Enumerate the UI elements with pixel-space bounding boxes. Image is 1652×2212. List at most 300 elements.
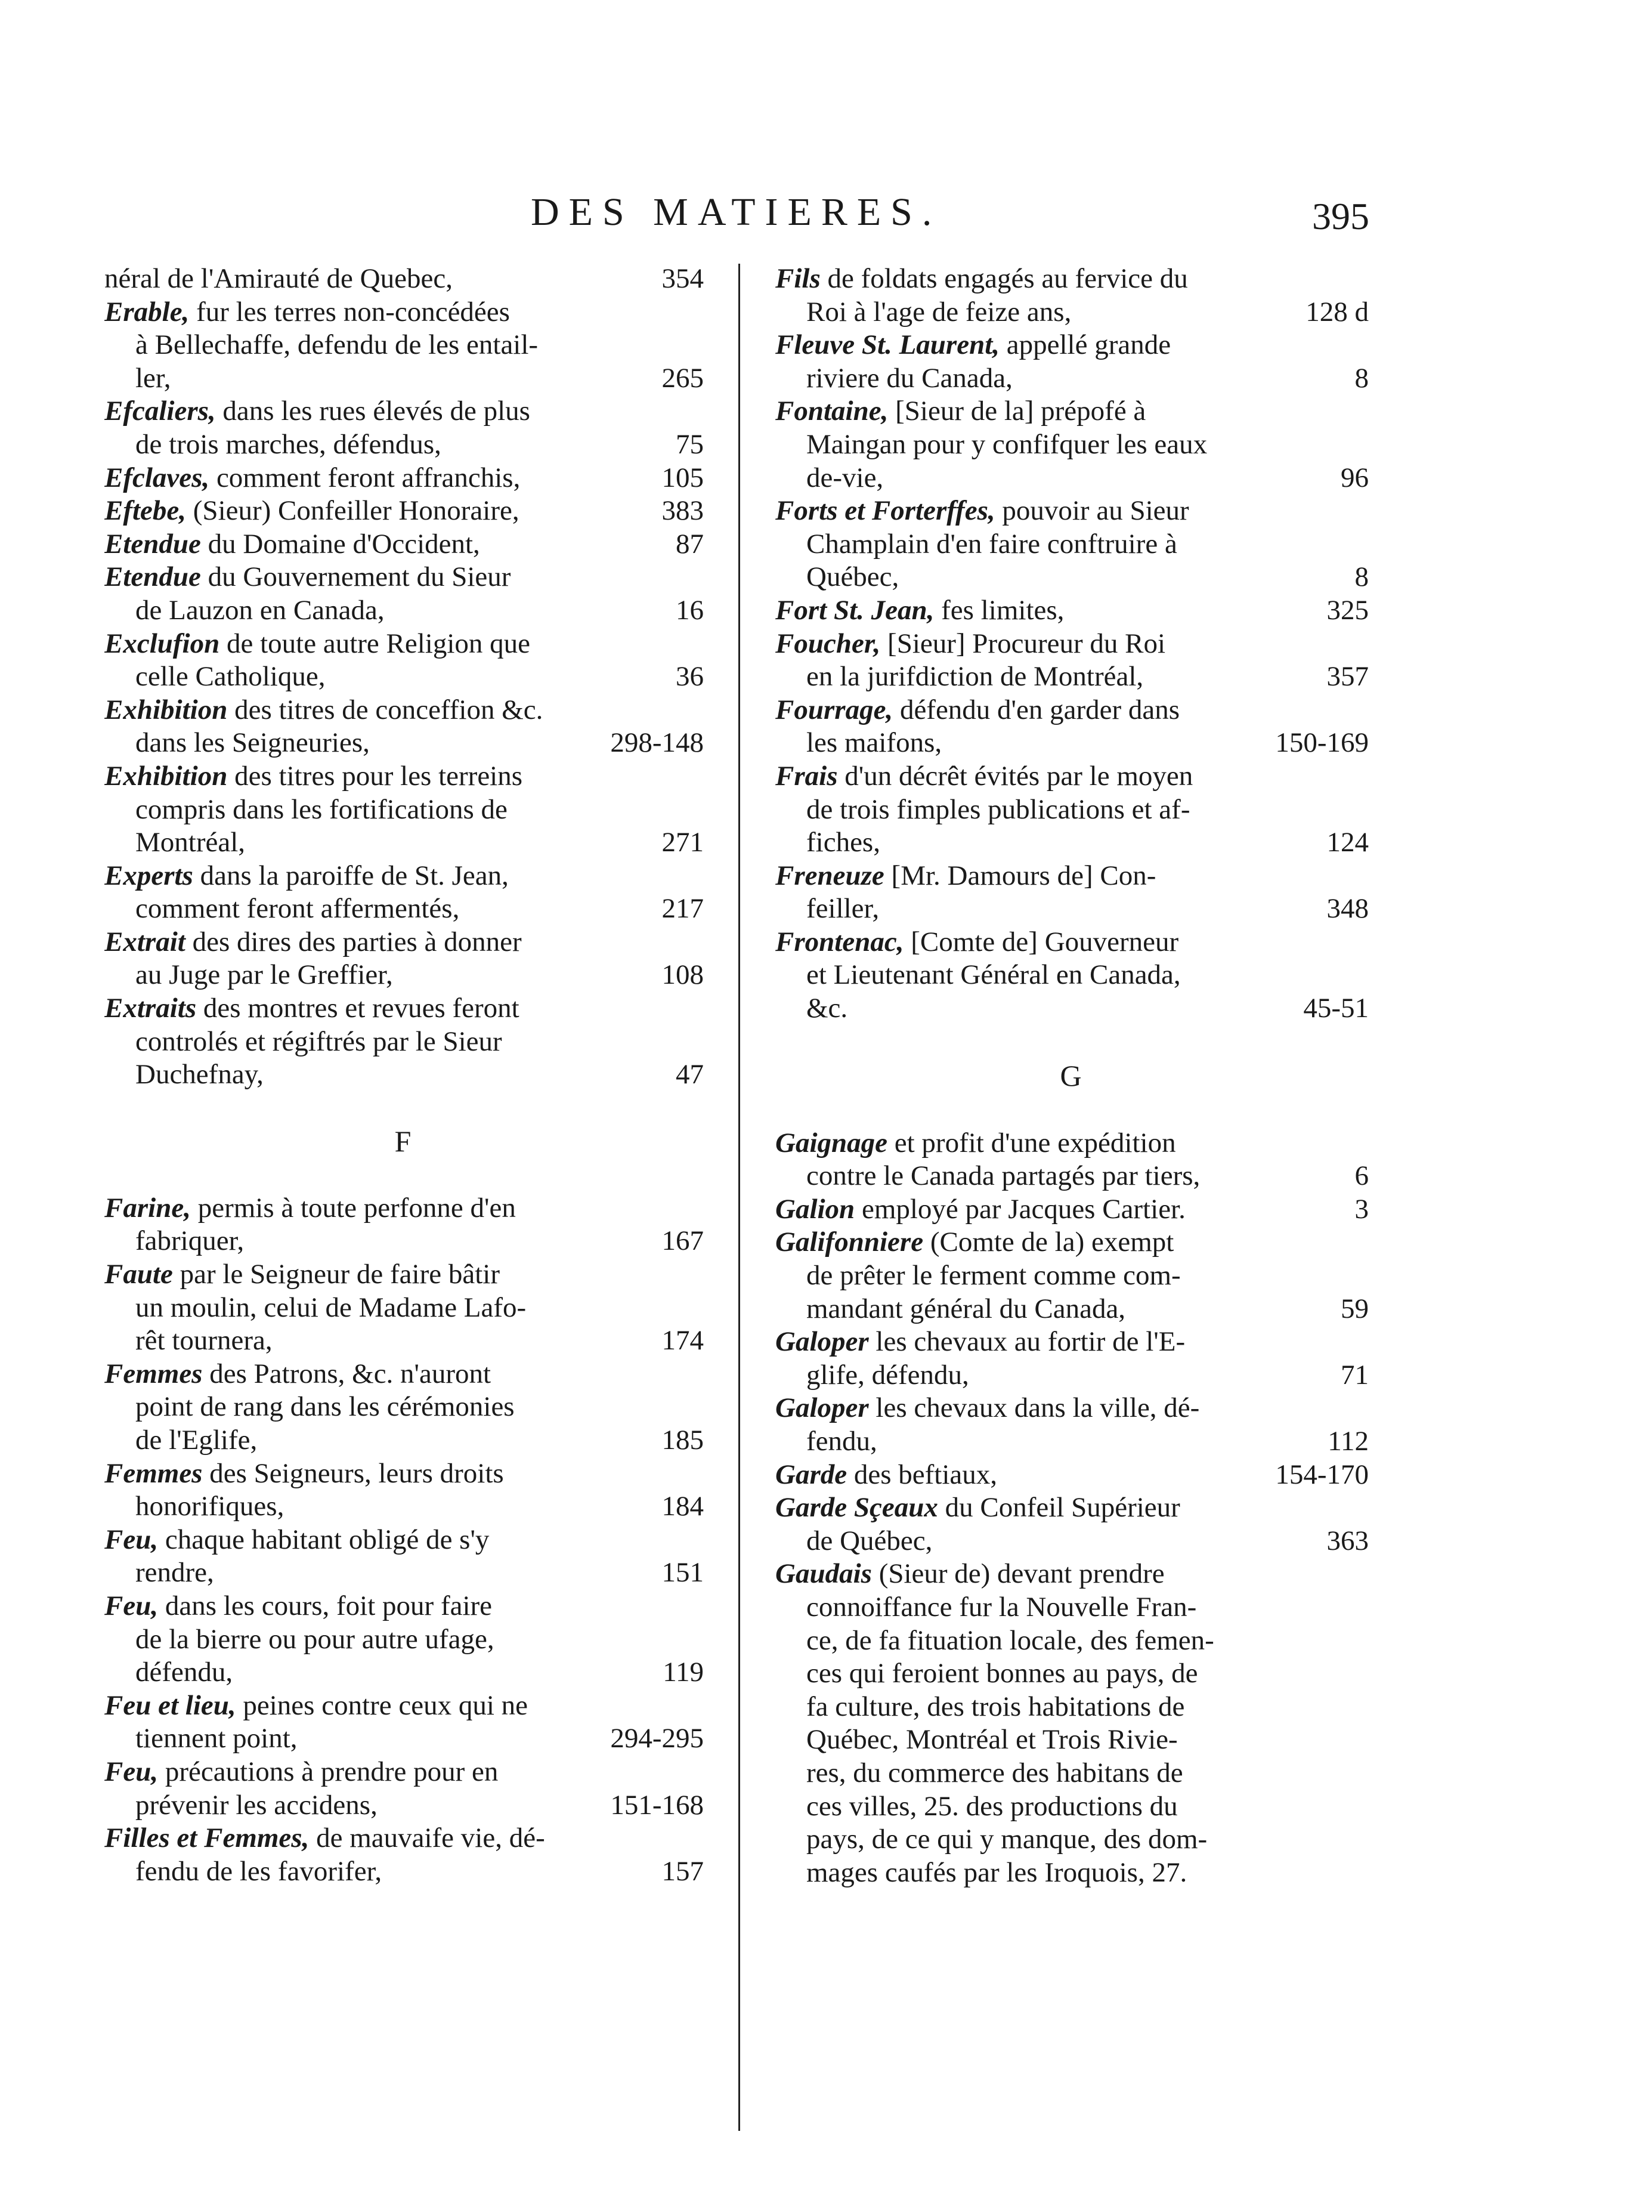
entry-text: de Lauzon en Canada,: [135, 594, 385, 626]
entry-text: controlés et régiftrés par le Sieur: [135, 1025, 502, 1057]
entry-line: [104, 495, 704, 528]
section-letter: G: [1060, 1058, 1084, 1092]
entry-page-ref: 265: [661, 362, 704, 394]
entry-text: compris dans les fortifications de: [135, 793, 508, 825]
entry-line: [104, 1391, 704, 1424]
entry-line: [104, 660, 704, 694]
index-entry: [775, 594, 1369, 628]
entry-text: Efcaliers, dans les rues élevés de plus: [104, 396, 530, 427]
entry-keyword: Extraits: [104, 993, 197, 1024]
entry-line: [775, 826, 1369, 860]
entry-text: honorifiques,: [135, 1491, 284, 1522]
entry-line: [775, 1160, 1369, 1193]
entry-line: [775, 628, 1369, 661]
entry-page-ref: 271: [661, 827, 704, 858]
entry-text: prévenir les accidens,: [135, 1789, 378, 1821]
entry-keyword: Galoper: [775, 1392, 869, 1424]
entry-line: [104, 1424, 704, 1457]
entry-line: [775, 1856, 1369, 1890]
entry-line: [104, 594, 704, 628]
entry-keyword: Feu,: [104, 1524, 159, 1555]
index-entry: [104, 860, 704, 926]
entry-text: Efclaves, comment feront affranchis,: [104, 462, 521, 493]
entry-text: mandant général du Canada,: [806, 1293, 1126, 1324]
entry-line: [775, 1823, 1369, 1856]
entry-line: [775, 1558, 1369, 1591]
entry-line: [775, 1326, 1369, 1359]
index-column-left: [104, 262, 704, 1888]
entry-text: Fort St. Jean, fes limites,: [775, 594, 1065, 626]
entry-text: fiches,: [806, 827, 880, 858]
entry-line: [775, 1525, 1369, 1558]
entry-text: Fontaine, [Sieur de la] prépofé à: [775, 396, 1146, 427]
entry-page-ref: 363: [1326, 1525, 1369, 1556]
entry-keyword: Fils: [775, 263, 821, 294]
index-entry: [775, 1326, 1369, 1392]
entry-text: de trois fimples publications et af-: [806, 793, 1190, 825]
entry-page-ref: 119: [663, 1657, 704, 1688]
entry-text: pays, de ce qui y manque, des dom-: [806, 1824, 1208, 1855]
entry-keyword: Feu,: [104, 1590, 159, 1621]
entry-text: Frontenac, [Comte de] Gouverneur: [775, 926, 1179, 957]
entry-page-ref: 128 d: [1305, 296, 1369, 328]
entry-text: glife, défendu,: [806, 1359, 969, 1391]
index-entry: [104, 1524, 704, 1590]
entry-line: [775, 1259, 1369, 1293]
entry-page-ref: 150-169: [1275, 727, 1369, 759]
entry-text: rendre,: [135, 1557, 214, 1589]
entry-text: Filles et Femmes, de mauvaife vie, dé-: [104, 1822, 545, 1854]
entry-keyword: Feu et lieu,: [104, 1689, 236, 1721]
entry-keyword: Galifonniere: [775, 1227, 924, 1258]
entry-line: [104, 992, 704, 1025]
entry-text: Québec, Montréal et Trois Rivie-: [806, 1724, 1178, 1756]
entry-text: contre le Canada partagés par tiers,: [806, 1160, 1201, 1192]
entry-line: [775, 329, 1369, 362]
entry-text: rêt tournera,: [135, 1325, 273, 1357]
entry-keyword: Garde Sçeaux: [775, 1492, 938, 1524]
entry-page-ref: 87: [676, 528, 704, 560]
entry-page-ref: 45-51: [1303, 993, 1369, 1024]
running-title: DES MATIERES.: [531, 190, 942, 234]
entry-text: Exhibition des titres pour les terreins: [104, 760, 523, 792]
entry-line: [104, 1756, 704, 1789]
entry-line: [104, 1689, 704, 1723]
entry-text: celle Catholique,: [135, 661, 326, 693]
entry-text: Feu, chaque habitant obligé de s'y: [104, 1524, 490, 1555]
entry-page-ref: 6: [1354, 1160, 1369, 1192]
entry-text: Galoper les chevaux au fortir de l'E-: [775, 1326, 1186, 1358]
entry-text: néral de l'Amirauté de Quebec,: [104, 263, 453, 294]
entry-keyword: Gaudais: [775, 1558, 872, 1590]
entry-line: [104, 1623, 704, 1657]
entry-text: Duchefnay,: [135, 1059, 264, 1090]
entry-page-ref: 174: [661, 1325, 704, 1357]
entry-page-ref: 47: [676, 1059, 704, 1090]
entry-keyword: Farine,: [104, 1192, 191, 1224]
entry-page-ref: 71: [1341, 1359, 1369, 1391]
index-entry: [104, 1689, 704, 1756]
entry-text: dans les Seigneuries,: [135, 727, 370, 759]
entry-line: [104, 1855, 704, 1889]
entry-text: comment feront affermentés,: [135, 893, 460, 925]
entry-text: Freneuze [Mr. Damours de] Con-: [775, 860, 1156, 891]
index-entry: [775, 1558, 1369, 1889]
entry-line: [775, 561, 1369, 594]
entry-line: [104, 1556, 704, 1590]
entry-line: [104, 561, 704, 594]
entry-line: [104, 1789, 704, 1822]
entry-text: Femmes des Seigneurs, leurs droits: [104, 1457, 504, 1489]
entry-keyword: Forts et Forterffes,: [775, 495, 995, 527]
entry-keyword: Efclaves,: [104, 462, 210, 493]
entry-text: Gaignage et profit d'une expédition: [775, 1127, 1176, 1158]
entry-page-ref: 151-168: [610, 1789, 704, 1821]
entry-line: [775, 1226, 1369, 1259]
index-entry: [104, 561, 704, 627]
index-entry: [104, 528, 704, 561]
entry-keyword: Garde: [775, 1459, 847, 1490]
entry-line: [775, 1293, 1369, 1326]
entry-page-ref: 325: [1326, 594, 1369, 626]
entry-text: Québec,: [806, 561, 899, 593]
page-number: 395: [1312, 195, 1369, 237]
entry-keyword: Fleuve St. Laurent,: [775, 329, 1000, 361]
entry-page-ref: 217: [661, 893, 704, 925]
index-entry: [104, 296, 704, 396]
entry-page-ref: 112: [1328, 1426, 1369, 1457]
entry-text: Exclufion de toute autre Religion que: [104, 628, 531, 659]
entry-text: Galion employé par Jacques Cartier.: [775, 1193, 1186, 1225]
entry-line: [775, 362, 1369, 396]
entry-keyword: Frais: [775, 760, 838, 792]
entry-line: [775, 262, 1369, 296]
entry-line: [775, 926, 1369, 959]
index-entry: [775, 694, 1369, 760]
entry-keyword: Feu,: [104, 1756, 159, 1787]
entry-text: Frais d'un décrêt évités par le moyen: [775, 760, 1193, 792]
entry-text: et Lieutenant Général en Canada,: [806, 959, 1181, 991]
entry-line: [775, 395, 1369, 428]
index-entry: [104, 694, 704, 760]
entry-text: Extrait des dires des parties à donner: [104, 926, 522, 957]
entry-page-ref: 294-295: [610, 1723, 704, 1754]
entry-page-ref: 184: [661, 1491, 704, 1522]
entry-text: Erable, fur les terres non-concédées: [104, 296, 510, 328]
entry-text: ces villes, 25. des productions du: [806, 1790, 1178, 1822]
entry-line: [104, 1292, 704, 1325]
entry-page-ref: 3: [1354, 1193, 1369, 1225]
entry-page-ref: 383: [661, 495, 704, 527]
entry-page-ref: 36: [676, 661, 704, 693]
entry-text: ler,: [135, 362, 171, 394]
entry-keyword: Eftebe,: [104, 495, 187, 527]
entry-page-ref: 151: [661, 1557, 704, 1589]
entry-keyword: Exhibition: [104, 694, 228, 725]
entry-line: [775, 462, 1369, 495]
entry-line: [104, 329, 704, 362]
entry-line: [775, 1392, 1369, 1425]
entry-line: [104, 1324, 704, 1358]
entry-keyword: Foucher,: [775, 628, 881, 659]
entry-line: [104, 959, 704, 992]
entry-line: [775, 1757, 1369, 1790]
index-entry: [104, 262, 704, 296]
entry-text: ce, de fa fituation locale, des femen-: [806, 1624, 1214, 1656]
entry-line: [104, 262, 704, 296]
entry-text: Exhibition des titres de conceffion &c.: [104, 694, 543, 725]
entry-keyword: Femmes: [104, 1358, 203, 1389]
entry-line: [775, 1127, 1369, 1160]
entry-text: Fourrage, défendu d'en garder dans: [775, 694, 1180, 725]
index-entry: [104, 1756, 704, 1822]
entry-text: à Bellechaffe, defendu de les entail-: [135, 329, 539, 361]
entry-page-ref: 298-148: [610, 727, 704, 759]
index-entry: [775, 860, 1369, 926]
index-entry: [775, 495, 1369, 594]
entry-page-ref: 105: [661, 462, 704, 493]
entry-text: mages caufés par les Iroquois, 27.: [806, 1856, 1187, 1888]
entry-text: Feu, dans les cours, foit pour faire: [104, 1590, 493, 1621]
entry-page-ref: 348: [1326, 893, 1369, 925]
index-entry: [775, 1193, 1369, 1227]
index-entry: [104, 1358, 704, 1457]
entry-line: [775, 1657, 1369, 1691]
entry-keyword: Galoper: [775, 1326, 869, 1358]
entry-page-ref: 154-170: [1275, 1459, 1369, 1490]
entry-keyword: Fontaine,: [775, 396, 889, 427]
index-entry: [104, 628, 704, 694]
entry-line: [104, 1722, 704, 1756]
entry-line: [775, 1723, 1369, 1757]
entry-line: [775, 992, 1369, 1025]
entry-text: Galifonniere (Comte de la) exempt: [775, 1227, 1174, 1258]
entry-page-ref: 357: [1326, 661, 1369, 693]
entry-page-ref: 167: [661, 1225, 704, 1257]
entry-text: fendu de les favorifer,: [135, 1855, 382, 1887]
entry-line: [104, 1457, 704, 1491]
entry-line: [775, 694, 1369, 727]
entry-text: un moulin, celui de Madame Lafo-: [135, 1292, 527, 1323]
entry-text: riviere du Canada,: [806, 362, 1013, 394]
entry-line: [775, 727, 1369, 760]
entry-line: [775, 1491, 1369, 1525]
entry-line: [104, 628, 704, 661]
entry-text: Experts dans la paroiffe de St. Jean,: [104, 860, 509, 891]
index-entry: [775, 760, 1369, 860]
entry-line: [775, 296, 1369, 329]
entry-text: fendu,: [806, 1426, 877, 1457]
entry-text: Garde Sçeaux du Confeil Supérieur: [775, 1492, 1180, 1524]
entry-keyword: Etendue: [104, 561, 201, 593]
entry-line: [775, 959, 1369, 992]
index-entry: [104, 1192, 704, 1258]
entry-keyword: Etendue: [104, 528, 201, 560]
entry-text: défendu,: [135, 1657, 233, 1688]
entry-text: Gaudais (Sieur de) devant prendre: [775, 1558, 1165, 1590]
index-entry: [104, 395, 704, 461]
entry-line: [104, 1590, 704, 1623]
entry-line: [104, 1656, 704, 1689]
entry-line: [104, 1058, 704, 1092]
entry-line: [104, 1025, 704, 1059]
entry-keyword: Galion: [775, 1193, 855, 1225]
entry-line: [104, 1192, 704, 1225]
index-entry: [104, 926, 704, 992]
entry-text: Montréal,: [135, 827, 246, 858]
entry-text: Feu et lieu, peines contre ceux qui ne: [104, 1689, 528, 1721]
index-entry: [775, 1127, 1369, 1193]
entry-text: Garde des beftiaux,: [775, 1459, 997, 1490]
index-entry: [104, 992, 704, 1092]
entry-text: de la bierre ou pour autre ufage,: [135, 1623, 494, 1655]
index-entry: [775, 1491, 1369, 1558]
entry-line: [104, 860, 704, 893]
entry-text: en la jurifdiction de Montréal,: [806, 661, 1144, 693]
entry-text: Fleuve St. Laurent, appellé grande: [775, 329, 1171, 361]
entry-keyword: Erable,: [104, 296, 190, 328]
entry-page-ref: 96: [1341, 462, 1369, 493]
index-entry: [775, 1459, 1369, 1492]
index-entry: [104, 760, 704, 860]
index-entry: [775, 1226, 1369, 1326]
entry-keyword: Frontenac,: [775, 926, 904, 957]
entry-line: [775, 793, 1369, 827]
entry-text: de l'Eglife,: [135, 1425, 258, 1456]
entry-text: fa culture, des trois habitations de: [806, 1691, 1185, 1722]
index-entry: [104, 495, 704, 528]
index-entry: [775, 628, 1369, 694]
entry-line: [775, 892, 1369, 926]
index-column-right: [775, 262, 1369, 1889]
entry-text: Foucher, [Sieur] Procureur du Roi: [775, 628, 1166, 659]
entry-line: [104, 760, 704, 793]
entry-text: point de rang dans les cérémonies: [135, 1391, 515, 1423]
entry-line: [104, 362, 704, 396]
entry-line: [775, 528, 1369, 561]
entry-line: [104, 892, 704, 926]
entry-text: fabriquer,: [135, 1225, 245, 1257]
entry-page-ref: 8: [1354, 561, 1369, 593]
entry-text: au Juge par le Greffier,: [135, 959, 393, 991]
entry-keyword: Efcaliers,: [104, 396, 216, 427]
index-entry: [775, 329, 1369, 395]
entry-line: [104, 1358, 704, 1391]
entry-line: [775, 1359, 1369, 1392]
entry-keyword: Freneuze: [775, 860, 884, 891]
entry-line: [775, 760, 1369, 793]
entry-page-ref: 75: [676, 428, 704, 460]
entry-line: [775, 860, 1369, 893]
index-entry: [775, 395, 1369, 495]
page-header: [0, 190, 1652, 243]
index-entry: [104, 462, 704, 495]
entry-line: [104, 1524, 704, 1557]
entry-line: [775, 1691, 1369, 1724]
entry-text: Champlain d'en faire conftruire à: [806, 528, 1177, 560]
entry-line: [775, 1425, 1369, 1459]
entry-line: [775, 1193, 1369, 1227]
entry-text: Eftebe, (Sieur) Confeiller Honoraire,: [104, 495, 519, 527]
entry-text: de-vie,: [806, 462, 884, 493]
entry-page-ref: 124: [1326, 827, 1369, 858]
entry-text: Faute par le Seigneur de faire bâtir: [104, 1259, 500, 1290]
entry-line: [104, 296, 704, 329]
entry-text: Roi à l'age de feize ans,: [806, 296, 1072, 328]
entry-text: de Québec,: [806, 1525, 933, 1556]
entry-text: de prêter le ferment comme com-: [806, 1260, 1181, 1292]
entry-keyword: Extrait: [104, 926, 185, 957]
entry-text: tiennent point,: [135, 1723, 298, 1754]
entry-text: ces qui feroient bonnes au pays, de: [806, 1658, 1198, 1689]
entry-text: Galoper les chevaux dans la ville, dé-: [775, 1392, 1200, 1424]
entry-line: [775, 1459, 1369, 1492]
entry-line: [775, 660, 1369, 694]
entry-text: Extraits des montres et revues feront: [104, 993, 519, 1024]
entry-line: [775, 1591, 1369, 1624]
entry-line: [104, 1822, 704, 1855]
entry-page-ref: 354: [661, 263, 704, 294]
entry-line: [104, 428, 704, 462]
entry-keyword: Gaignage: [775, 1127, 887, 1158]
entry-line: [104, 694, 704, 727]
entry-keyword: Fourrage,: [775, 694, 893, 725]
entry-text: de trois marches, défendus,: [135, 428, 441, 460]
entry-text: connoiffance fur la Nouvelle Fran-: [806, 1591, 1197, 1623]
entry-keyword: Faute: [104, 1259, 173, 1290]
section-letter: F: [394, 1124, 414, 1158]
index-entry: [104, 1457, 704, 1524]
entry-keyword: Exclufion: [104, 628, 220, 659]
entry-keyword: Fort St. Jean,: [775, 594, 935, 626]
entry-line: [775, 1790, 1369, 1824]
entry-page-ref: 185: [661, 1425, 704, 1456]
entry-keyword: Exhibition: [104, 760, 228, 792]
index-entry: [104, 1590, 704, 1689]
entry-line: [104, 1225, 704, 1258]
entry-text: Fils de foldats engagés au fervice du: [775, 263, 1188, 294]
entry-text: Maingan pour y confifquer les eaux: [806, 428, 1208, 460]
entry-text: Femmes des Patrons, &c. n'auront: [104, 1358, 491, 1389]
entry-page-ref: 59: [1341, 1293, 1369, 1324]
entry-page-ref: 108: [661, 959, 704, 991]
entry-line: [104, 926, 704, 959]
entry-text: Etendue du Gouvernement du Sieur: [104, 561, 511, 593]
entry-text: Feu, précautions à prendre pour en: [104, 1756, 499, 1787]
entry-text: Farine, permis à toute perfonne d'en: [104, 1192, 516, 1224]
entry-line: [104, 395, 704, 428]
entry-keyword: Filles et Femmes,: [104, 1822, 310, 1854]
entry-line: [775, 1624, 1369, 1658]
entry-page-ref: 8: [1354, 362, 1369, 394]
index-entry: [775, 926, 1369, 1025]
entry-line: [104, 826, 704, 860]
entry-line: [104, 1490, 704, 1524]
entry-line: [775, 428, 1369, 462]
entry-text: Etendue du Domaine d'Occident,: [104, 528, 480, 560]
entry-text: Forts et Forterffes, pouvoir au Sieur: [775, 495, 1189, 527]
entry-line: [104, 528, 704, 561]
entry-page-ref: 157: [661, 1855, 704, 1887]
entry-page-ref: 16: [676, 594, 704, 626]
entry-line: [104, 1258, 704, 1292]
entry-keyword: Experts: [104, 860, 193, 891]
index-entry: [775, 262, 1369, 329]
index-entry: [775, 1392, 1369, 1458]
entry-line: [104, 462, 704, 495]
entry-text: res, du commerce des habitans de: [806, 1757, 1183, 1788]
entry-line: [775, 495, 1369, 528]
